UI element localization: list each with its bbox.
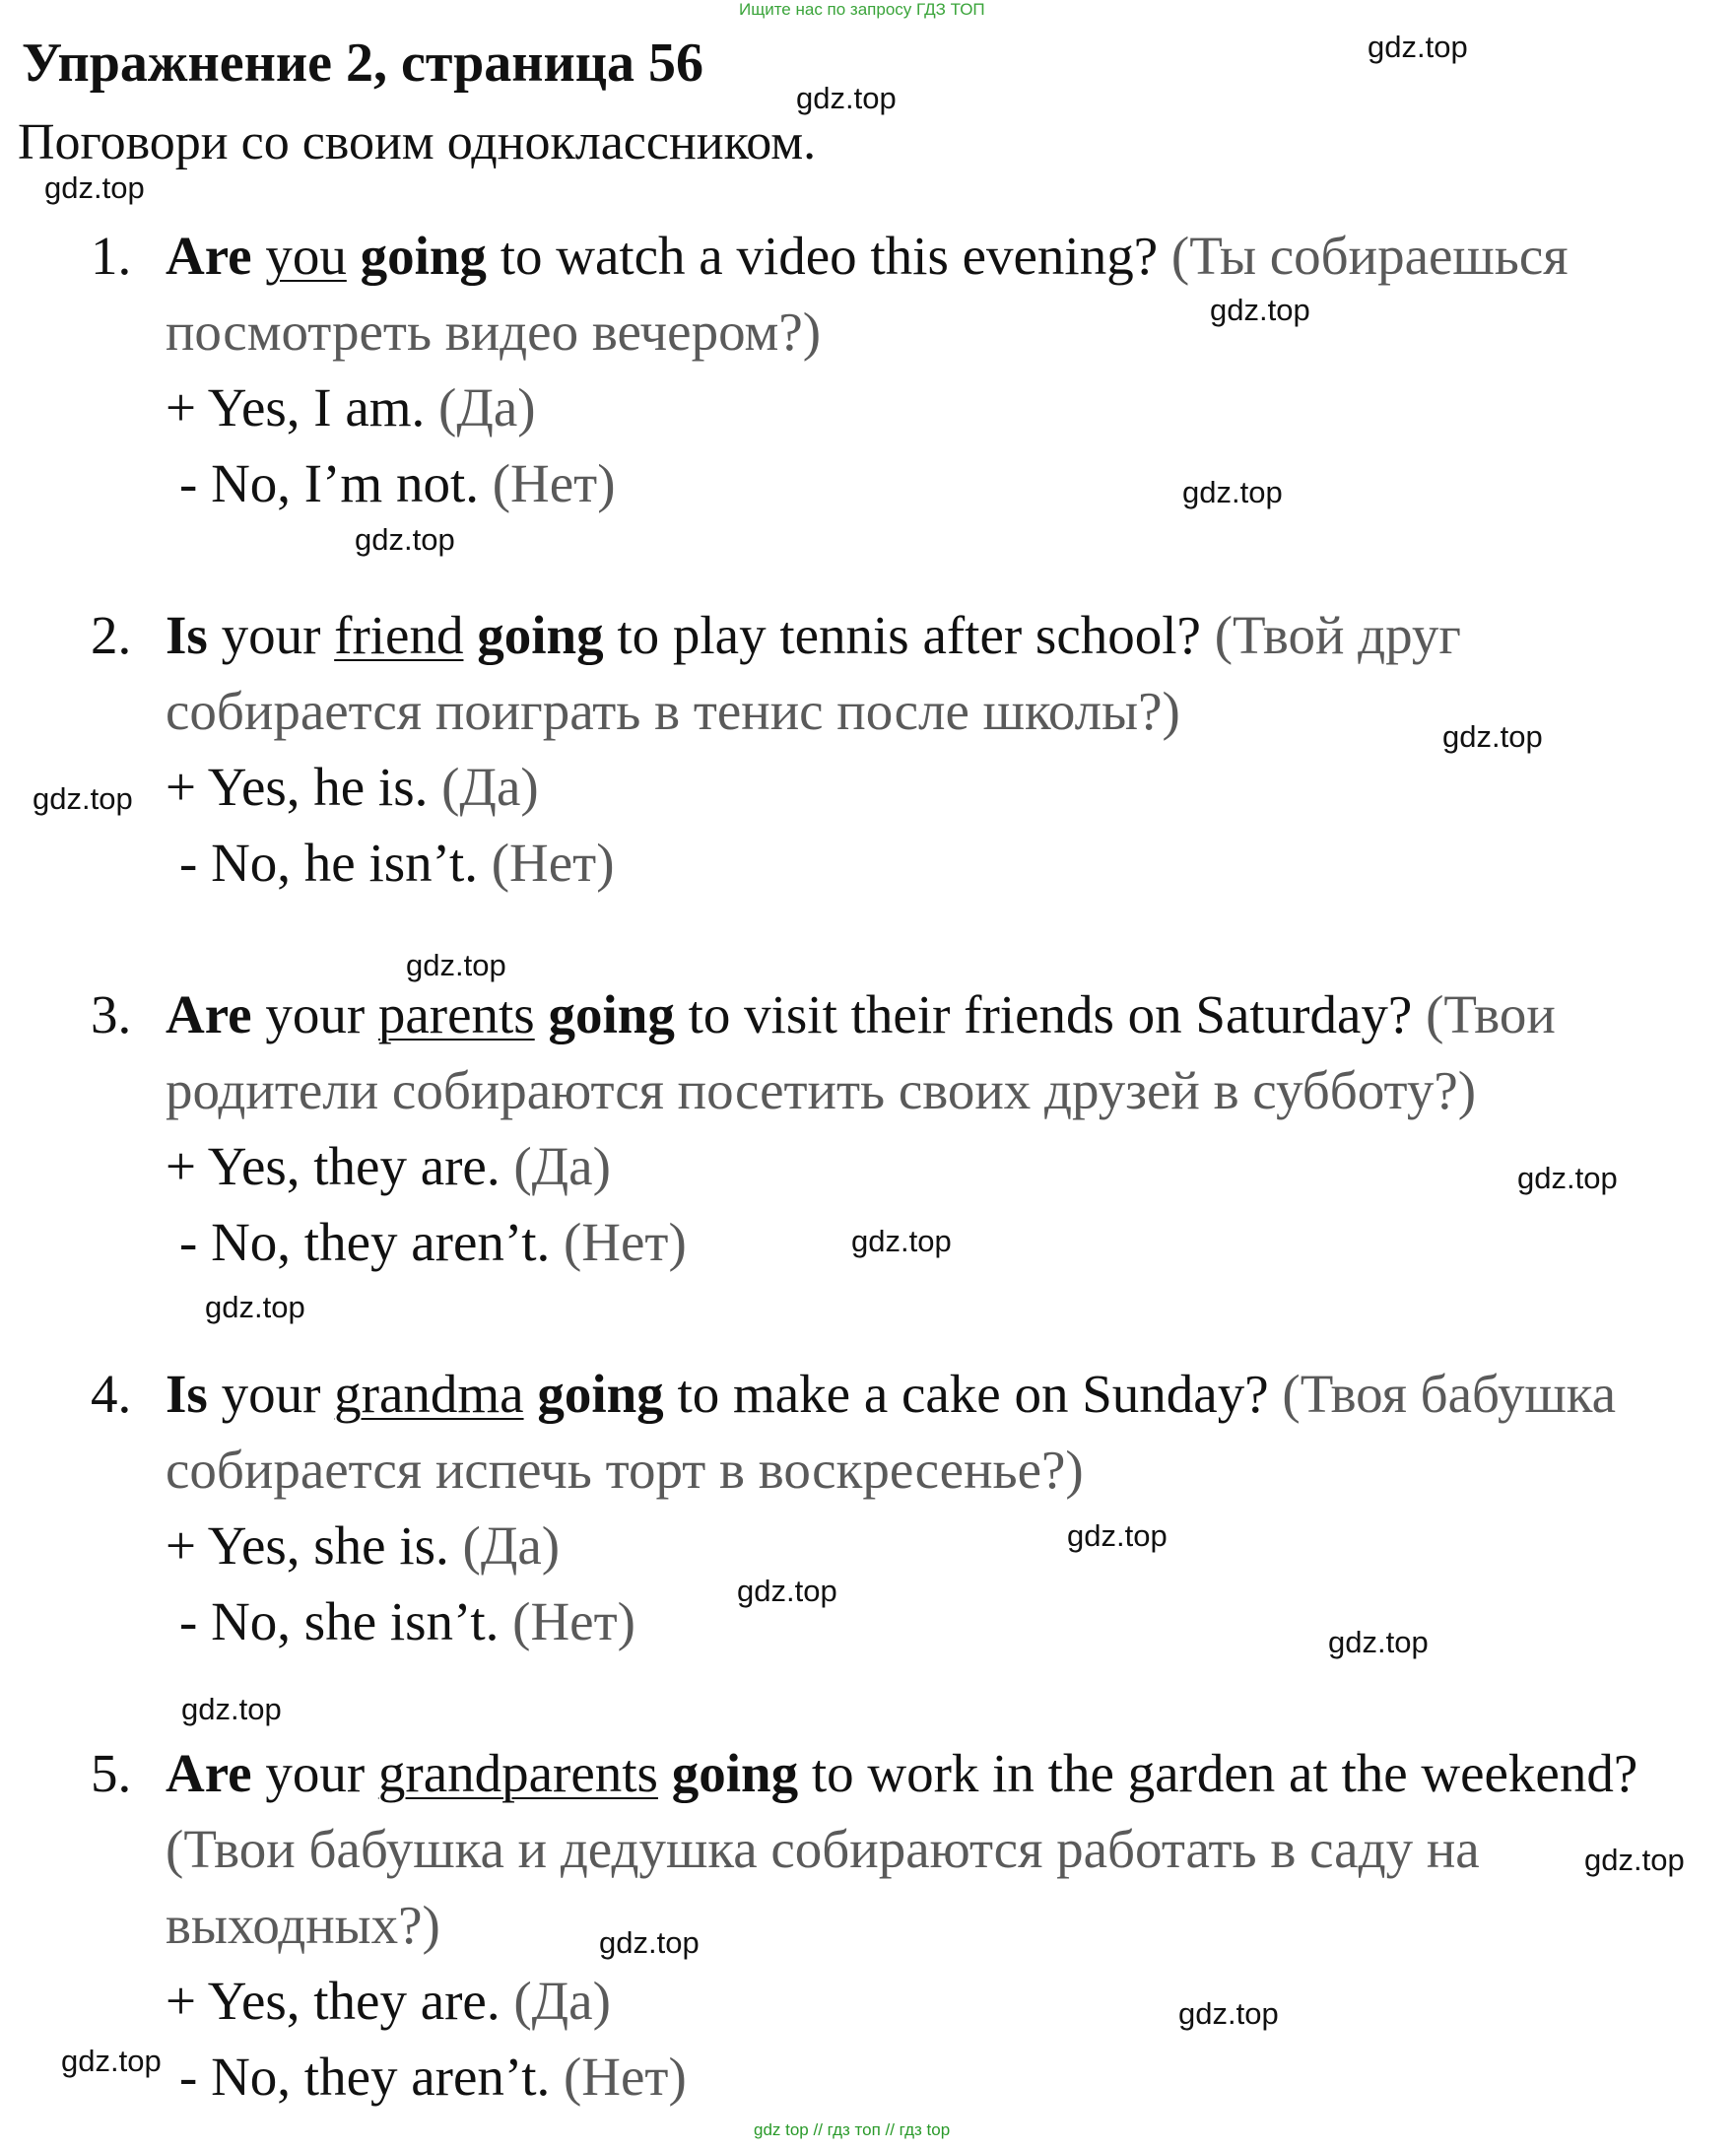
watermark: gdz.top: [33, 781, 133, 816]
watermark: gdz.top: [1517, 1161, 1618, 1195]
watermark: gdz.top: [1368, 30, 1468, 64]
answer-yes: + Yes, she is.: [166, 1515, 463, 1576]
answer-yes-ru: (Да): [513, 1136, 611, 1196]
answer-yes: + Yes, he is.: [166, 757, 442, 817]
watermark: gdz.top: [1328, 1625, 1429, 1659]
item-2-translation-cont: собирается поиграть в тенис после школы?): [166, 681, 1180, 741]
answer-yes-ru: (Да): [438, 377, 536, 437]
item-2-yes: [166, 757, 539, 817]
aux-verb: Is: [166, 605, 208, 665]
watermark: gdz.top: [737, 1574, 837, 1608]
watermark: gdz.top: [599, 1925, 700, 1960]
watermark: gdz.top: [181, 1692, 282, 1726]
watermark: gdz.top: [851, 1224, 952, 1258]
subject: friend: [334, 605, 464, 665]
answer-yes: + Yes, they are.: [166, 1971, 514, 2031]
item-4-translation-cont: собирается испечь торт в воскресенье?): [166, 1440, 1084, 1500]
subject: grandma: [334, 1364, 524, 1424]
answer-no-ru: (Нет): [491, 833, 615, 893]
answer-yes-ru: (Да): [462, 1515, 561, 1576]
subject: you: [265, 226, 347, 286]
question-rest: to watch a video this evening?: [486, 226, 1171, 286]
answer-yes: + Yes, they are.: [166, 1136, 514, 1196]
top-banner: Ищите нас по запросу ГДЗ ТОП: [739, 0, 985, 19]
item-3-question: [91, 984, 1556, 1044]
item-4-yes: [166, 1515, 561, 1576]
text: your: [251, 1743, 378, 1803]
item-1-question: [91, 226, 1569, 286]
item-2-no: [179, 833, 615, 893]
answer-no: - No, they aren’t.: [179, 1212, 564, 1272]
translation: (Твоя бабушка: [1282, 1364, 1617, 1424]
watermark: gdz.top: [1442, 719, 1543, 754]
text: your: [207, 605, 335, 665]
item-number: 5.: [91, 1743, 132, 1803]
question-rest: to work in the garden at the weekend?: [798, 1743, 1638, 1803]
answer-no: - No, I’m not.: [179, 453, 493, 513]
item-5-yes: [166, 1971, 611, 2031]
item-3-translation-cont: родители собираются посетить своих друзей в субботу?): [166, 1060, 1477, 1120]
answer-yes-ru: (Да): [441, 757, 539, 817]
going-word: going: [477, 605, 604, 665]
going-word: going: [548, 984, 675, 1044]
watermark: gdz.top: [1067, 1518, 1168, 1553]
item-3-yes: [166, 1136, 611, 1196]
answer-no-ru: (Нет): [563, 1212, 687, 1272]
item-5-question: [91, 1743, 1638, 1803]
item-1-no: [179, 453, 616, 513]
watermark: gdz.top: [1182, 475, 1283, 509]
question-rest: to make a cake on Sunday?: [663, 1364, 1283, 1424]
item-1-translation-cont: посмотреть видео вечером?): [166, 302, 822, 362]
watermark: gdz.top: [1210, 293, 1310, 327]
aux-verb: Are: [166, 984, 252, 1044]
watermark: gdz.top: [1584, 1843, 1685, 1877]
translation: (Твои: [1426, 984, 1556, 1044]
answer-yes: + Yes, I am.: [166, 377, 439, 437]
going-word: going: [671, 1743, 799, 1803]
item-2-question: [91, 605, 1461, 665]
item-number: 1.: [91, 226, 132, 286]
question-rest: to visit their friends on Saturday?: [674, 984, 1427, 1044]
answer-no-ru: (Нет): [563, 2047, 687, 2107]
item-number: 2.: [91, 605, 132, 665]
watermark: gdz.top: [406, 948, 506, 982]
watermark: gdz.top: [61, 2044, 162, 2078]
answer-yes-ru: (Да): [513, 1971, 611, 2031]
aux-verb: Are: [166, 226, 252, 286]
watermark: gdz.top: [1178, 1996, 1279, 2031]
page-title: Упражнение 2, страница 56: [22, 33, 704, 94]
item-number: 3.: [91, 984, 132, 1044]
translation: (Ты собираешься: [1170, 226, 1569, 286]
watermark: gdz.top: [44, 170, 145, 205]
text: your: [251, 984, 378, 1044]
going-word: going: [537, 1364, 664, 1424]
item-5-translation: (Твои бабушка и дедушка собираются работать в саду на: [166, 1819, 1480, 1879]
answer-no-ru: (Нет): [492, 453, 616, 513]
subject: grandparents: [377, 1743, 658, 1803]
answer-no: - No, he isn’t.: [179, 833, 492, 893]
answer-no: - No, she isn’t.: [179, 1591, 513, 1651]
item-number: 4.: [91, 1364, 132, 1424]
going-word: going: [360, 226, 487, 286]
item-5-translation-cont: выходных?): [166, 1895, 440, 1955]
watermark: gdz.top: [355, 522, 455, 557]
footer-banner: gdz top // гдз топ // гдз top: [754, 2120, 951, 2139]
watermark: gdz.top: [205, 1290, 305, 1324]
item-4-no: [179, 1591, 635, 1651]
text: your: [207, 1364, 335, 1424]
item-5-no: [179, 2047, 687, 2107]
question-rest: to play tennis after school?: [603, 605, 1215, 665]
page-subtitle: Поговори со своим одноклассником.: [18, 114, 817, 170]
item-3-no: [179, 1212, 687, 1272]
watermark: gdz.top: [796, 81, 897, 115]
subject: parents: [377, 984, 535, 1044]
answer-no: - No, they aren’t.: [179, 2047, 564, 2107]
translation: (Твой друг: [1214, 605, 1461, 665]
item-1-yes: [166, 377, 536, 437]
aux-verb: Are: [166, 1743, 252, 1803]
aux-verb: Is: [166, 1364, 208, 1424]
answer-no-ru: (Нет): [512, 1591, 635, 1651]
item-4-question: [91, 1364, 1617, 1424]
